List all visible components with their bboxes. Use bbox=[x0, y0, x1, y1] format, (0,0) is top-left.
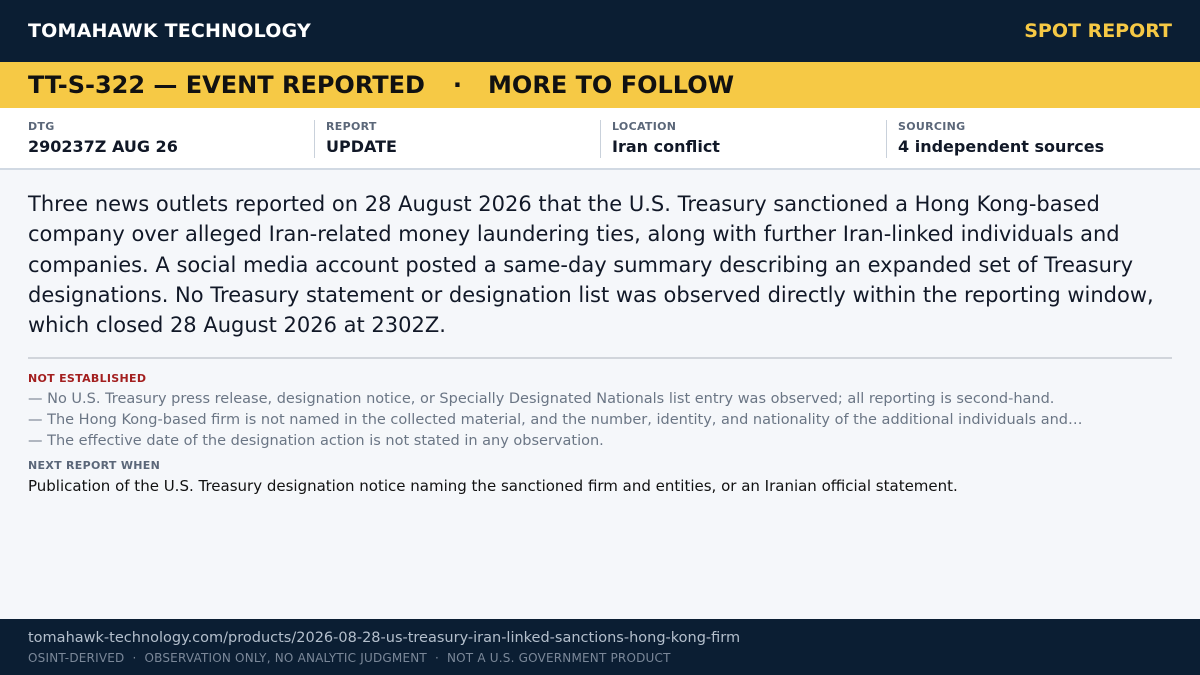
list-item: — No U.S. Treasury press release, designation notice, or Specially Designated Nationals list entry was observed; all reporting is second-hand. bbox=[28, 391, 1055, 407]
not-established-label: NOT ESTABLISHED bbox=[28, 372, 147, 385]
meta-value: 4 independent sources bbox=[898, 137, 1105, 156]
footer-notes bbox=[28, 651, 1172, 665]
next-report-value: Publication of the U.S. Treasury designation notice naming the sanctioned firm and entities, or an Iranian official statement. bbox=[28, 477, 958, 495]
event-id-status: TT-S-322 — EVENT REPORTED bbox=[28, 71, 425, 99]
meta-report bbox=[314, 120, 600, 158]
report-footer bbox=[0, 619, 1200, 675]
footer-note: OBSERVATION ONLY, NO ANALYTIC JUDGMENT bbox=[144, 651, 427, 665]
meta-location bbox=[600, 120, 886, 158]
section-divider bbox=[28, 357, 1172, 359]
list-item: — The Hong Kong-based firm is not named in the collected material, and the number, identity, and nationality of the additional individuals and… bbox=[28, 412, 1083, 428]
meta-value: Iran conflict bbox=[612, 137, 720, 156]
footer-separator: · bbox=[132, 651, 137, 665]
follow-status: MORE TO FOLLOW bbox=[488, 71, 735, 99]
meta-label: SOURCING bbox=[898, 120, 966, 133]
report-type: SPOT REPORT bbox=[1024, 20, 1172, 42]
meta-value: 290237Z AUG 26 bbox=[28, 137, 178, 156]
meta-value: UPDATE bbox=[326, 137, 397, 156]
footer-separator: · bbox=[434, 651, 439, 665]
report-summary: Three news outlets reported on 28 August 2026 that the U.S. Treasury sanctioned a Hong Kong-based company over alleged Iran-related money laundering ties, along with further Iran-linked individuals and companies. A social media account posted a same-day summary describing an expanded set of Treasury designations. No Treasury statement or designation list was observed directly within the reporting window, which closed 28 August 2026 at 2302Z. bbox=[28, 192, 1154, 338]
meta-label: REPORT bbox=[326, 120, 377, 133]
footer-note: NOT A U.S. GOVERNMENT PRODUCT bbox=[446, 651, 671, 665]
next-report-label: NEXT REPORT WHEN bbox=[28, 459, 161, 472]
meta-label: DTG bbox=[28, 120, 55, 133]
banner-separator: · bbox=[452, 71, 463, 99]
footer-note: OSINT-DERIVED bbox=[28, 651, 125, 665]
meta-sourcing bbox=[886, 120, 1172, 158]
meta-dtg bbox=[28, 120, 314, 158]
list-item: — The effective date of the designation action is not stated in any observation. bbox=[28, 433, 604, 449]
meta-label: LOCATION bbox=[612, 120, 677, 133]
brand-name: TOMAHAWK TECHNOLOGY bbox=[28, 20, 311, 42]
metadata-row bbox=[0, 108, 1200, 170]
event-banner bbox=[0, 62, 1200, 108]
report-header bbox=[0, 0, 1200, 62]
not-established-list bbox=[28, 389, 1172, 452]
product-url[interactable]: tomahawk-technology.com/products/2026-08-28-us-treasury-iran-linked-sanctions-hong-kong-firm bbox=[28, 630, 741, 646]
